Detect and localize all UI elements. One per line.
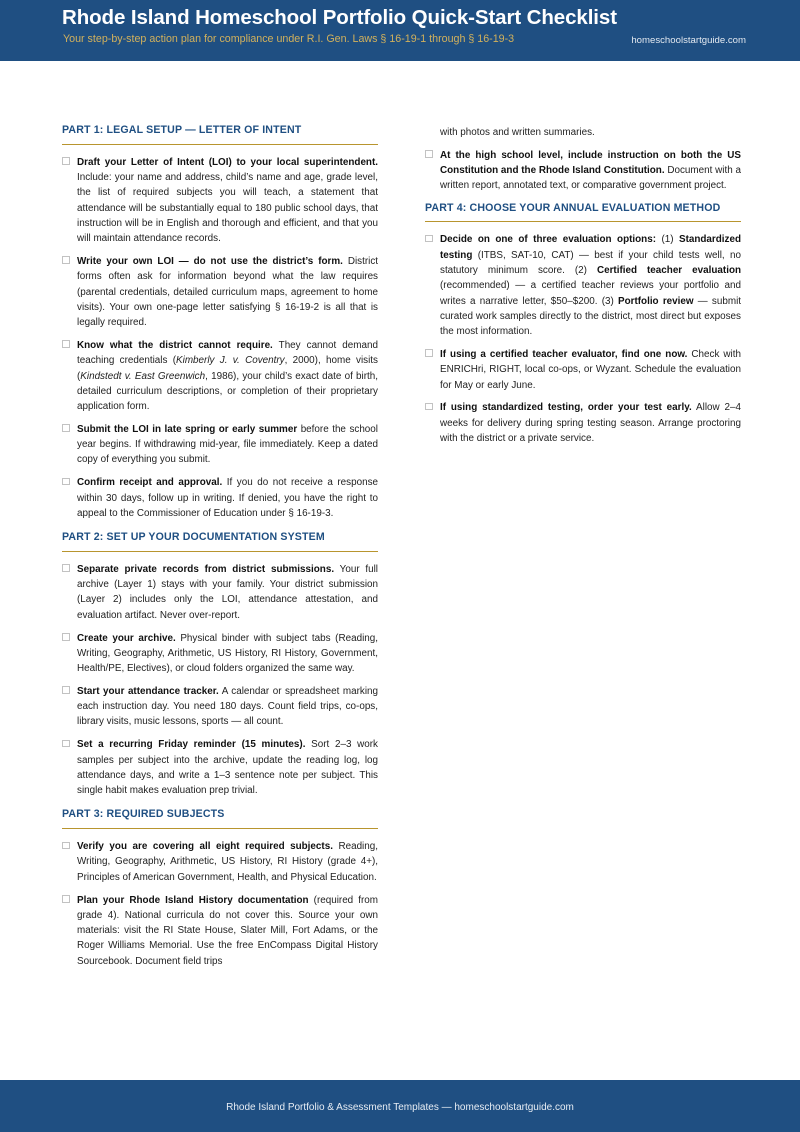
checklist-item-lead: If using standardized testing, order your test early. — [440, 402, 692, 414]
checkbox-icon[interactable] — [62, 895, 70, 903]
checkbox-icon[interactable] — [62, 686, 70, 694]
checklist-item[interactable] — [62, 155, 378, 247]
checklist-item-body: , 2000), home visits ( — [77, 355, 378, 382]
checklist-item-lead: Draft your Letter of Intent (LOI) to your local superintendent. — [77, 156, 378, 168]
checkbox-icon[interactable] — [425, 235, 433, 243]
part-divider — [62, 144, 378, 145]
part-heading: PART 1: LEGAL SETUP — LETTER OF INTENT — [62, 124, 302, 136]
checklist-item-lead: Know what the district cannot require. — [77, 339, 273, 351]
checklist-item-body: A calendar or spreadsheet marking each instruction day. You need 180 days. Count field trips, co-ops, library visits, music lessons, sports — all count. — [77, 685, 379, 728]
emphasis-text: Standardized testing — [440, 234, 742, 261]
checklist-item-body: (1) — [661, 234, 679, 246]
checklist-item-body: Check with ENRICHri, RIGHT, local co-ops, or Wyzant. Schedule the evaluation for May or early June. — [440, 348, 741, 391]
checklist-item-lead: Verify you are covering all eight required subjects. — [77, 841, 333, 853]
checklist-item[interactable] — [62, 893, 378, 969]
checklist-item-lead: At the high school level, include instruction on both the US Constitution and the Rhode Island Constitution. — [440, 149, 741, 177]
checkbox-icon[interactable] — [62, 424, 70, 432]
checklist-item[interactable] — [62, 475, 378, 521]
checklist-item-body: before the school year begins. If withdrawing mid-year, file immediately. Keep a dated copy of everything you submit. — [77, 423, 378, 466]
checklist-item[interactable] — [425, 400, 741, 446]
continuation-text: with photos and written summaries. — [440, 127, 595, 138]
checklist-item-lead: Separate private records from district submissions. — [77, 563, 335, 575]
checklist-item-body: They cannot demand teaching credentials ( — [77, 339, 378, 367]
part-checklist — [62, 839, 378, 969]
case-citation: Kindstedt v. East Greenwich — [80, 370, 206, 382]
checklist-item[interactable] — [62, 562, 378, 623]
checklist-item[interactable] — [62, 684, 378, 730]
checklist-item-lead: Confirm receipt and approval. — [77, 477, 223, 489]
checklist-item-body: Include: your name and address, child’s name and age, grade level, the list of required subjects you will teach, a statement that attendance will be substantially equal to 180 public school days, that instruction will be in English and thorough and efficient, and that you will maintain attendance records. — [77, 171, 378, 245]
checkbox-icon[interactable] — [62, 842, 70, 850]
checklist-item-body: Sort 2–3 work samples per subject into the archive, update the reading log, log attendance days, and write a 1–3 sentence note per subject. This single habit makes evaluation prep trivial. — [77, 739, 378, 797]
checklist-item[interactable] — [62, 839, 378, 885]
checkbox-icon[interactable] — [425, 403, 433, 411]
footer-text: Rhode Island Portfolio & Assessment Templates — homeschoolstartguide.com — [226, 1102, 574, 1113]
checklist-item-lead: Write your own LOI — do not use the district’s form. — [77, 255, 343, 267]
checklist-item[interactable] — [425, 148, 741, 194]
checklist-item-lead: Start your attendance tracker. — [77, 685, 219, 697]
checkbox-icon[interactable] — [62, 340, 70, 348]
emphasis-text: Certified teacher evaluation — [596, 264, 742, 276]
page-footer — [0, 1080, 800, 1132]
page-header — [0, 0, 800, 61]
part-section — [62, 809, 378, 969]
checkbox-icon[interactable] — [62, 740, 70, 748]
page-subtitle: Your step-by-step action plan for compliance under R.I. Gen. Laws § 16-19-1 through § 16-19-3 — [63, 33, 515, 45]
checkbox-icon[interactable] — [425, 150, 433, 158]
checklist-item-body: , 1986), your child’s exact date of birth, detailed curriculum descriptions, or completion of their proprietary application form. — [77, 370, 379, 413]
right-column — [425, 125, 741, 457]
part-section — [62, 532, 378, 798]
checkbox-icon[interactable] — [62, 633, 70, 641]
document-body — [0, 61, 800, 1080]
part-divider — [62, 551, 378, 552]
part-divider — [62, 828, 378, 829]
checklist-item-lead: Plan your Rhode Island History documentation — [77, 894, 309, 906]
checklist-item[interactable] — [62, 254, 378, 330]
emphasis-text: Portfolio review — [618, 295, 694, 307]
checklist-item-body: Your full archive (Layer 1) stays with your family. Your district submission (Layer 2) includes only the LOI, attendance attestation, and evaluation artifact. Never over-report. — [77, 563, 378, 621]
left-column — [62, 125, 378, 980]
checklist-item[interactable] — [62, 737, 378, 798]
checklist-item-lead: Set a recurring Friday reminder (15 minutes). — [77, 739, 306, 751]
checkbox-icon[interactable] — [62, 256, 70, 264]
checklist-item-lead: Decide on one of three evaluation options: — [440, 234, 656, 246]
checklist-item[interactable] — [62, 422, 378, 468]
checklist-item-body: If you do not receive a response within 30 days, follow up in writing. If denied, you have the right to appeal to the Commissioner of Education under § 16-19-3. — [77, 477, 378, 519]
checklist-item[interactable] — [425, 347, 741, 393]
part-section — [62, 125, 378, 521]
part-heading: PART 4: CHOOSE YOUR ANNUAL EVALUATION METHOD — [425, 201, 721, 214]
header-site-url: homeschoolstartguide.com — [631, 35, 746, 46]
continuation-checklist — [425, 148, 741, 194]
checklist-item-body: Physical binder with subject tabs (Reading, Writing, Geography, Arithmetic, US History, RI History, Government, Health/PE, Electives), or cloud folders organized the same way. — [77, 632, 378, 675]
part-divider — [425, 221, 741, 222]
checklist-item-body: Document with a written report, annotated text, or comparative government project. — [440, 165, 742, 192]
part-section — [425, 203, 741, 447]
case-citation: Kimberly J. v. Coventry — [176, 355, 285, 367]
checklist-item-body: District forms often ask for information beyond what the law requires (parental credentials, detailed curriculum maps, agreement to home visits). Your own one-page letter satisfying § 16-19-2 is all that is legally required. — [77, 255, 378, 329]
checklist-item[interactable] — [62, 631, 378, 677]
checklist-item[interactable] — [425, 232, 741, 339]
checklist-item-body: Reading, Writing, Geography, Arithmetic, US History, RI History (grade 4+), Principles of American Government, Health, and Physical Education. — [77, 841, 378, 883]
part-checklist — [425, 232, 741, 446]
part-checklist — [62, 155, 378, 522]
part-heading: PART 3: REQUIRED SUBJECTS — [62, 808, 225, 821]
checkbox-icon[interactable] — [62, 478, 70, 486]
checklist-item-lead: Submit the LOI in late spring or early summer — [77, 423, 298, 435]
part-heading: PART 2: SET UP YOUR DOCUMENTATION SYSTEM — [62, 531, 325, 544]
checklist-item[interactable] — [62, 338, 378, 414]
checklist-item-body: (ITBS, SAT-10, CAT) — best if your child tests well, no statutory minimum score. (2) — [440, 249, 741, 276]
checklist-item-lead: Create your archive. — [77, 632, 176, 644]
checkbox-icon[interactable] — [62, 157, 70, 165]
checkbox-icon[interactable] — [425, 349, 433, 357]
checkbox-icon[interactable] — [62, 564, 70, 572]
part-checklist — [62, 562, 378, 799]
page-title: Rhode Island Homeschool Portfolio Quick-Start Checklist — [62, 6, 617, 29]
checklist-item-body: (recommended) — a certified teacher reviews your portfolio and writes a narrative letter, $50–$200. (3) — [440, 280, 741, 307]
checklist-item-body: Allow 2–4 weeks for delivery during spring testing season. Arrange proctoring with the district or a private service. — [440, 402, 741, 444]
checklist-item-body: (required from grade 4). National curricula do not cover this. Source your own materials: visit the RI State House, Slater Mill, Fort Adams, or the Roger Williams Memorial. Use the free EnCompass Digital History Sourcebook. Document field trips — [77, 894, 378, 967]
checklist-item-lead: If using a certified teacher evaluator, find one now. — [440, 348, 688, 360]
checklist-item-body: — submit curated work samples directly to the district, most direct but exposes the most information. — [440, 295, 742, 338]
